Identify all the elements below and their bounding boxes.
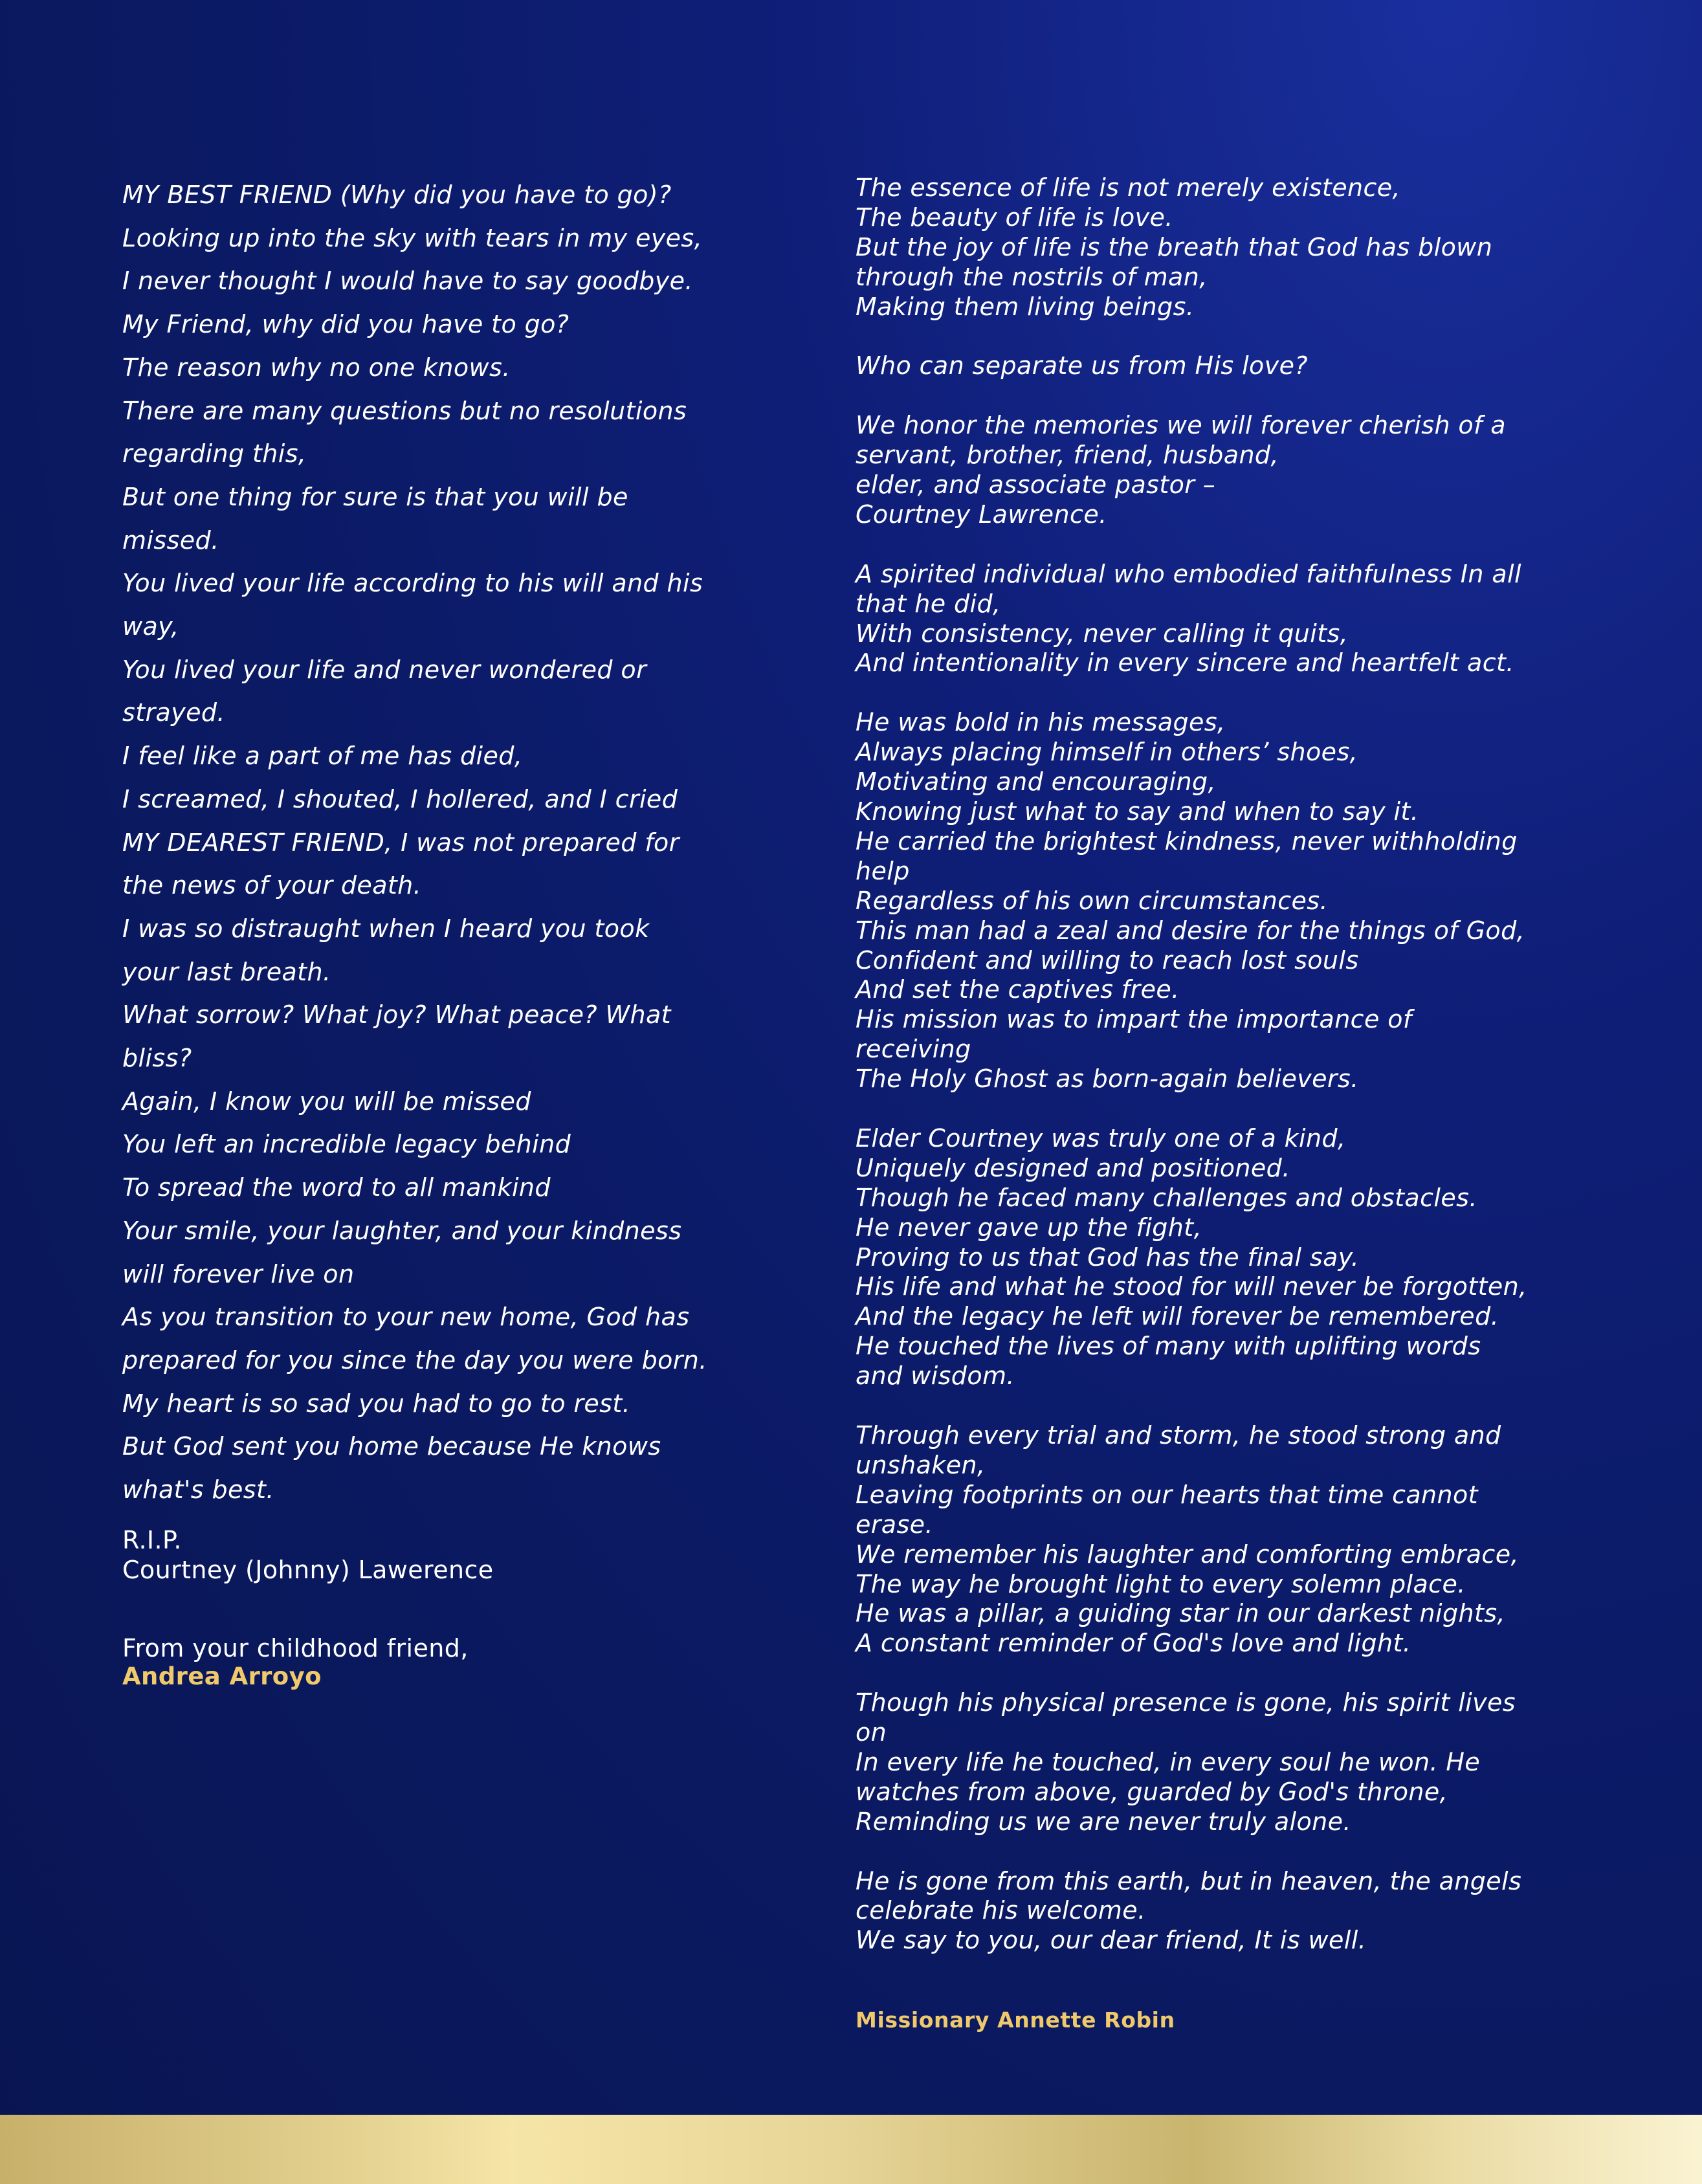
right-poem-line: In every life he touched, in every soul he won. He xyxy=(856,1747,1481,1776)
right-poem-line: through the nostrils of man, xyxy=(856,262,1208,291)
left-poem-line: Looking up into the sky with tears in my eyes, xyxy=(122,223,703,252)
right-poem-line: A spirited individual who embodied faithfulness In all xyxy=(856,559,1521,588)
right-poem-line: Leaving footprints on our hearts that time cannot xyxy=(856,1480,1478,1509)
left-poem-line: What sorrow? What joy? What peace? What xyxy=(122,1000,671,1030)
right-poem-line: This man had a zeal and desire for the things of God, xyxy=(856,916,1525,945)
right-poem-line: His life and what he stood for will never be forgotten, xyxy=(856,1272,1527,1301)
right-poem-line: A constant reminder of God's love and light. xyxy=(856,1629,1411,1658)
right-poem-line: The beauty of life is love. xyxy=(856,203,1173,232)
right-poem-line: Though he faced many challenges and obstacles. xyxy=(856,1183,1477,1212)
right-poem-line: And the legacy he left will forever be remembered. xyxy=(856,1302,1499,1331)
rip-label: R.I.P. xyxy=(122,1526,182,1555)
left-tribute-column xyxy=(122,173,769,1691)
right-poem-line: He is gone from this earth, but in heaven, the angels xyxy=(856,1866,1522,1895)
left-poem-line: To spread the word to all mankind xyxy=(122,1173,551,1202)
right-poem-line: Motivating and encouraging, xyxy=(856,767,1216,797)
right-poem-line: Courtney Lawrence. xyxy=(856,500,1107,529)
left-poem-line: You lived your life and never wondered or xyxy=(122,655,647,684)
left-poem-line: strayed. xyxy=(122,698,225,727)
left-poem xyxy=(122,173,769,1468)
left-poem-line: My Friend, why did you have to go? xyxy=(122,310,569,339)
right-poem-line: With consistency, never calling it quits, xyxy=(856,619,1349,648)
right-poem-line: Who can separate us from His love? xyxy=(856,351,1308,381)
right-author-name: Missionary Annette Robin xyxy=(856,2007,1175,2033)
left-poem-last-line: what's best. xyxy=(122,1475,274,1505)
right-poem-line: Regardless of his own circumstances. xyxy=(856,886,1328,915)
left-poem-line: your last breath. xyxy=(122,957,331,986)
right-poem-line: Elder Courtney was truly one of a kind, xyxy=(856,1123,1346,1153)
right-poem-line: servant, brother, friend, husband, xyxy=(856,441,1279,470)
rip-block xyxy=(122,1525,769,1585)
right-poem-line: The way he brought light to every solemn place. xyxy=(856,1569,1466,1598)
right-poem-line: His mission was to impart the importance of xyxy=(856,1005,1412,1034)
right-poem-line: help xyxy=(856,856,910,885)
left-poem-line: I feel like a part of me has died, xyxy=(122,742,523,771)
right-poem-line: The essence of life is not merely existence, xyxy=(856,173,1401,202)
left-poem-line: missed. xyxy=(122,525,219,555)
left-poem-line: the news of your death. xyxy=(122,871,422,900)
left-poem-line: Again, I know you will be missed xyxy=(122,1086,531,1116)
left-poem-line: MY DEAREST FRIEND, I was not prepared for xyxy=(122,828,680,857)
left-poem-line: regarding this, xyxy=(122,439,307,469)
right-poem-line xyxy=(856,1391,1606,1421)
right-poem-line xyxy=(856,530,1606,560)
right-poem-line: unshaken, xyxy=(856,1450,986,1479)
left-author-name: Andrea Arroyo xyxy=(122,1662,322,1691)
right-poem-line xyxy=(856,322,1606,352)
left-poem-line: bliss? xyxy=(122,1044,192,1073)
left-poem-line: will forever live on xyxy=(122,1259,355,1288)
right-poem-line: We say to you, our dear friend, It is well. xyxy=(856,1926,1367,1955)
right-poem-line: watches from above, guarded by God's throne, xyxy=(856,1777,1448,1806)
signoff-block xyxy=(122,1634,769,1691)
signoff-text: From your childhood friend, xyxy=(122,1634,469,1663)
right-poem-line: Knowing just what to say and when to say it. xyxy=(856,797,1419,826)
right-poem-line: He touched the lives of many with uplifting words xyxy=(856,1332,1481,1361)
right-poem-line: And set the captives free. xyxy=(856,975,1180,1004)
right-poem-line: Confident and willing to reach lost souls xyxy=(856,945,1359,975)
right-poem-line xyxy=(856,381,1606,411)
right-poem-line: Though his physical presence is gone, his spirit lives xyxy=(856,1688,1516,1717)
left-poem-line: There are many questions but no resolutions xyxy=(122,396,687,425)
left-poem-line: Your smile, your laughter, and your kindness xyxy=(122,1216,682,1245)
right-tribute-column xyxy=(856,173,1606,2035)
right-poem-line: celebrate his welcome. xyxy=(856,1896,1146,1925)
right-poem-line xyxy=(856,1659,1606,1688)
right-poem-line: He was a pillar, a guiding star in our darkest nights, xyxy=(856,1599,1505,1628)
left-poem-line: You lived your life according to his will and his xyxy=(122,569,703,598)
right-poem-line: that he did, xyxy=(856,589,1001,618)
right-poem-line: and wisdom. xyxy=(856,1362,1015,1391)
left-poem-line: My heart is so sad you had to go to rest. xyxy=(122,1389,631,1418)
left-poem-line: MY BEST FRIEND (Why did you have to go)? xyxy=(122,181,672,209)
right-poem-line: Making them living beings. xyxy=(856,292,1195,321)
left-poem-line: But God sent you home because He knows xyxy=(122,1432,661,1461)
right-poem-line: But the joy of life is the breath that God has blown xyxy=(856,232,1493,261)
right-poem-line: Proving to us that God has the final say. xyxy=(856,1242,1360,1272)
left-poem-line: You left an incredible legacy behind xyxy=(122,1130,571,1159)
right-poem-line xyxy=(856,678,1606,708)
left-poem-line: The reason why no one knows. xyxy=(122,353,511,382)
left-poem-line: But one thing for sure is that you will be xyxy=(122,482,628,511)
right-poem-line: He never gave up the fight, xyxy=(856,1213,1202,1242)
left-poem-line: prepared for you since the day you were born. xyxy=(122,1345,707,1374)
right-poem-line: He carried the brightest kindness, never withholding xyxy=(856,826,1518,855)
right-poem-line: receiving xyxy=(856,1035,971,1064)
right-poem-line: Reminding us we are never truly alone. xyxy=(856,1807,1351,1836)
right-poem-line: elder, and associate pastor – xyxy=(856,470,1216,500)
left-poem-line: way, xyxy=(122,612,179,641)
left-poem-line: I screamed, I shouted, I hollered, and I cried xyxy=(122,784,678,813)
right-poem-line: erase. xyxy=(856,1510,933,1539)
right-poem-line: Through every trial and storm, he stood strong and xyxy=(856,1420,1501,1450)
right-poem-line xyxy=(856,1837,1606,1867)
right-poem-line: And intentionality in every sincere and heartfelt act. xyxy=(856,648,1514,678)
right-poem xyxy=(856,173,1606,1956)
right-poem-line: Uniquely designed and positioned. xyxy=(856,1153,1290,1182)
right-poem-line xyxy=(856,1094,1606,1124)
left-poem-line: As you transition to your new home, God has xyxy=(122,1303,690,1332)
right-poem-line: Always placing himself in others’ shoes, xyxy=(856,738,1358,767)
rip-name: Courtney (Johnny) Lawerence xyxy=(122,1556,494,1585)
gold-footer-bar xyxy=(0,2115,1702,2184)
right-poem-line: He was bold in his messages, xyxy=(856,708,1226,737)
left-poem-line: I was so distraught when I heard you took xyxy=(122,914,650,943)
left-poem-line: I never thought I would have to say goodbye. xyxy=(122,267,693,296)
right-poem-line: The Holy Ghost as born-again believers. xyxy=(856,1064,1359,1094)
right-poem-line: on xyxy=(856,1718,887,1747)
right-poem-line: We honor the memories we will forever cherish of a xyxy=(856,411,1506,440)
right-poem-line: We remember his laughter and comforting embrace, xyxy=(856,1539,1519,1569)
